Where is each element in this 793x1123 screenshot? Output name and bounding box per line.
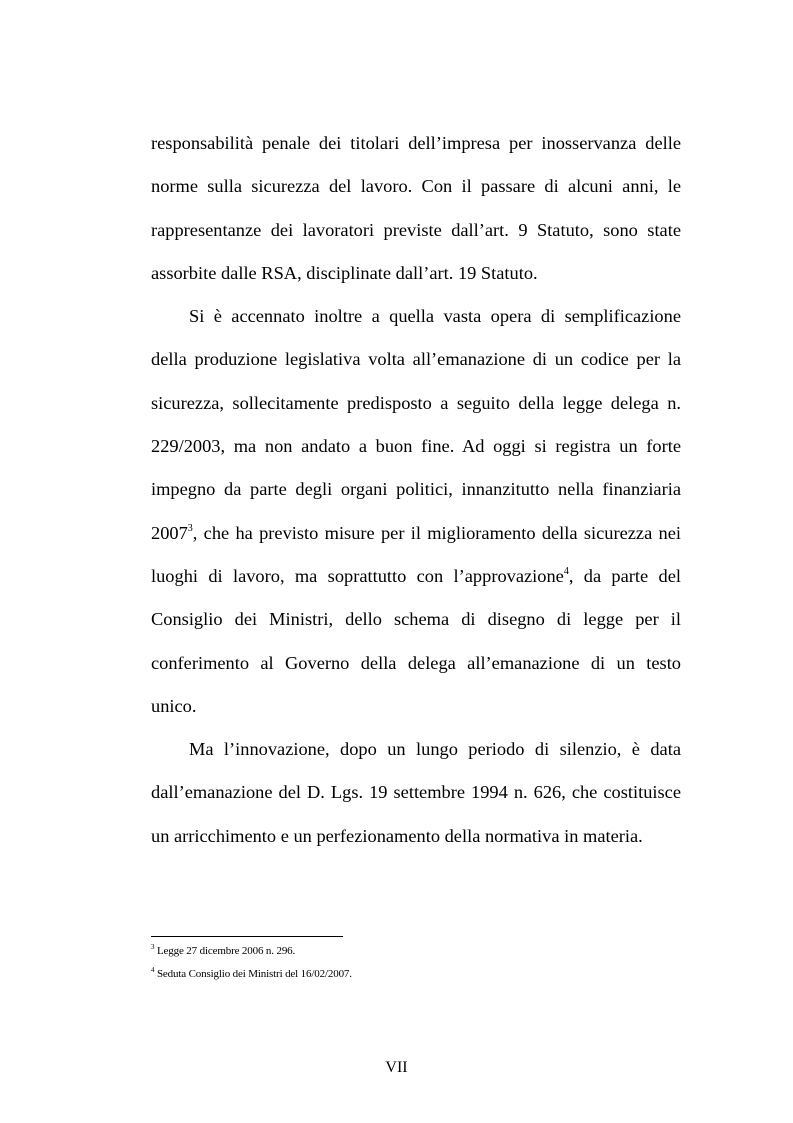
footnote-separator — [151, 936, 343, 937]
text-line-with-footnote-ref — [151, 559, 681, 602]
footnote-ref-3: 3 — [187, 522, 193, 534]
text-line: rappresentanze dei lavoratori previste dall’art. 9 Statuto, sono state — [151, 219, 681, 240]
text-segment: luoghi di lavoro, ma soprattutto con l’approvazione — [151, 565, 564, 586]
text-line: Ma l’innovazione, dopo un lungo periodo di silenzio, è data — [189, 739, 681, 760]
text-line: un arricchimento e un perfezionamento della normativa in materia. — [151, 825, 643, 846]
footnote-number: 3 — [151, 943, 155, 951]
text-line-with-footnote-ref — [151, 516, 681, 559]
footnote-text: Legge 27 dicembre 2006 n. 296. — [156, 945, 296, 957]
footnote-3 — [151, 944, 681, 967]
text-segment: , da parte del — [568, 565, 681, 586]
paragraph-3 — [151, 732, 681, 862]
page-number: VII — [385, 1059, 408, 1076]
text-line: assorbite dalle RSA, disciplinate dall’art. 19 Statuto. — [151, 262, 538, 283]
text-line: unico. — [151, 695, 197, 716]
text-line: 229/2003, ma non andato a buon fine. Ad oggi si registra un forte — [151, 436, 681, 457]
text-line: impegno da parte degli organi politici, innanzitutto nella finanziaria — [151, 479, 681, 500]
text-line: conferimento al Governo della delega all’emanazione di un testo — [151, 652, 681, 673]
paragraph-2 — [151, 299, 681, 732]
text-line: sicurezza, sollecitamente predisposto a seguito della legge delega n. — [151, 392, 681, 413]
text-line: della produzione legislativa volta all’emanazione di un codice per la — [151, 349, 681, 370]
text-line: Si è accennato inoltre a quella vasta opera di semplificazione — [189, 306, 681, 327]
text-segment: , che ha previsto misure per il miglioramento della sicurezza nei — [192, 522, 681, 543]
text-line: responsabilità penale dei titolari dell’impresa per inosservanza delle — [151, 133, 681, 153]
text-line: norme sulla sicurezza del lavoro. Con il passare di alcuni anni, le — [151, 176, 681, 197]
text-line: Consiglio dei Ministri, dello schema di disegno di legge per il — [151, 609, 681, 630]
text-segment: 2007 — [151, 522, 188, 543]
body-text — [151, 126, 681, 862]
paragraph-1 — [151, 126, 681, 299]
text-line: dall’emanazione del D. Lgs. 19 settembre 1994 n. 626, che costituisce — [151, 782, 681, 803]
footnote-ref-4: 4 — [563, 565, 569, 577]
footnote-text: Seduta Consiglio dei Ministri del 16/02/2007. — [156, 968, 352, 980]
footnote-4 — [151, 967, 681, 990]
footnote-number: 4 — [151, 966, 155, 974]
footnotes — [151, 944, 681, 990]
